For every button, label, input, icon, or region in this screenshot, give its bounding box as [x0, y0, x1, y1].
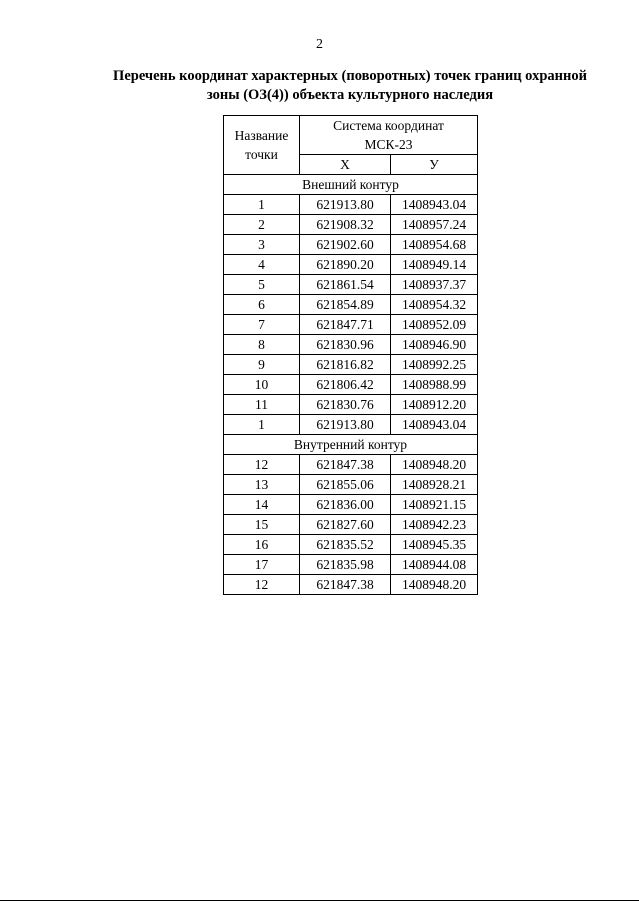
point-name-cell: 15	[224, 515, 300, 535]
x-coordinate-cell: 621847.38	[300, 575, 391, 595]
table-row	[224, 315, 478, 335]
point-name-cell: 17	[224, 555, 300, 575]
x-coordinate-cell: 621830.96	[300, 335, 391, 355]
y-coordinate-cell: 1408946.90	[391, 335, 478, 355]
x-coordinate-cell: 621902.60	[300, 235, 391, 255]
coordinates-table	[223, 115, 478, 595]
x-coordinate-cell: 621835.98	[300, 555, 391, 575]
x-coordinate-cell: 621806.42	[300, 375, 391, 395]
table-body	[224, 175, 478, 595]
y-coordinate-cell: 1408944.08	[391, 555, 478, 575]
y-coordinate-cell: 1408945.35	[391, 535, 478, 555]
point-name-cell: 11	[224, 395, 300, 415]
point-name-header-line-2: точки	[245, 147, 278, 162]
table-row	[224, 415, 478, 435]
x-coordinate-cell: 621890.20	[300, 255, 391, 275]
title-line-1: Перечень координат характерных (поворотных) точек границ охранной	[113, 68, 587, 84]
bottom-divider	[0, 900, 639, 901]
table-row	[224, 495, 478, 515]
y-coordinate-cell: 1408943.04	[391, 195, 478, 215]
coordinate-system-header-line-2: МСК-23	[364, 137, 413, 152]
section-title: Внешний контур	[224, 175, 478, 195]
table-row	[224, 355, 478, 375]
table-row	[224, 295, 478, 315]
y-coordinate-cell: 1408937.37	[391, 275, 478, 295]
y-coordinate-cell: 1408949.14	[391, 255, 478, 275]
y-coordinate-cell: 1408948.20	[391, 575, 478, 595]
point-name-cell: 14	[224, 495, 300, 515]
point-name-cell: 1	[224, 195, 300, 215]
coordinate-system-header-line-1: Система координат	[333, 118, 444, 133]
table-row	[224, 275, 478, 295]
y-coordinate-cell: 1408928.21	[391, 475, 478, 495]
x-coordinate-cell: 621854.89	[300, 295, 391, 315]
title-line-2: зоны (ОЗ(4)) объекта культурного наследия	[206, 87, 494, 103]
y-coordinate-cell: 1408954.68	[391, 235, 478, 255]
y-coordinate-cell: 1408952.09	[391, 315, 478, 335]
point-name-cell: 7	[224, 315, 300, 335]
x-coordinate-cell: 621913.80	[300, 195, 391, 215]
table-row	[224, 535, 478, 555]
x-coordinate-cell: 621827.60	[300, 515, 391, 535]
y-coordinate-cell: 1408921.15	[391, 495, 478, 515]
coordinate-system-header	[300, 116, 478, 155]
table-row	[224, 515, 478, 535]
x-coordinate-cell: 621836.00	[300, 495, 391, 515]
x-coordinate-cell: 621847.71	[300, 315, 391, 335]
x-coordinate-cell: 621847.38	[300, 455, 391, 475]
point-name-cell: 8	[224, 335, 300, 355]
table-row	[224, 455, 478, 475]
table-row	[224, 475, 478, 495]
point-name-cell: 13	[224, 475, 300, 495]
point-name-cell: 10	[224, 375, 300, 395]
y-coordinate-cell: 1408957.24	[391, 215, 478, 235]
point-name-cell: 9	[224, 355, 300, 375]
y-coordinate-cell: 1408943.04	[391, 415, 478, 435]
y-column-header: У	[391, 155, 478, 175]
point-name-header-line-1: Название	[234, 128, 289, 143]
section-row	[224, 175, 478, 195]
point-name-cell: 3	[224, 235, 300, 255]
y-coordinate-cell: 1408988.99	[391, 375, 478, 395]
table-row	[224, 215, 478, 235]
y-coordinate-cell: 1408948.20	[391, 455, 478, 475]
y-coordinate-cell: 1408912.20	[391, 395, 478, 415]
x-coordinate-cell: 621913.80	[300, 415, 391, 435]
x-coordinate-cell: 621816.82	[300, 355, 391, 375]
table-row	[224, 395, 478, 415]
point-name-cell: 5	[224, 275, 300, 295]
x-coordinate-cell: 621835.52	[300, 535, 391, 555]
y-coordinate-cell: 1408942.23	[391, 515, 478, 535]
table-row	[224, 195, 478, 215]
document-title	[95, 67, 605, 105]
point-name-cell: 1	[224, 415, 300, 435]
point-name-cell: 12	[224, 455, 300, 475]
section-title: Внутренний контур	[224, 435, 478, 455]
table-header-row	[224, 116, 478, 155]
y-coordinate-cell: 1408954.32	[391, 295, 478, 315]
point-name-header	[224, 116, 300, 175]
point-name-cell: 12	[224, 575, 300, 595]
x-column-header: X	[300, 155, 391, 175]
point-name-cell: 6	[224, 295, 300, 315]
table-row	[224, 375, 478, 395]
table-row	[224, 575, 478, 595]
x-coordinate-cell: 621830.76	[300, 395, 391, 415]
point-name-cell: 4	[224, 255, 300, 275]
page-number: 2	[316, 37, 323, 52]
x-coordinate-cell: 621861.54	[300, 275, 391, 295]
x-coordinate-cell: 621908.32	[300, 215, 391, 235]
table-row	[224, 555, 478, 575]
section-row	[224, 435, 478, 455]
table-row	[224, 335, 478, 355]
table-row	[224, 235, 478, 255]
y-coordinate-cell: 1408992.25	[391, 355, 478, 375]
table-row	[224, 255, 478, 275]
x-coordinate-cell: 621855.06	[300, 475, 391, 495]
point-name-cell: 2	[224, 215, 300, 235]
point-name-cell: 16	[224, 535, 300, 555]
